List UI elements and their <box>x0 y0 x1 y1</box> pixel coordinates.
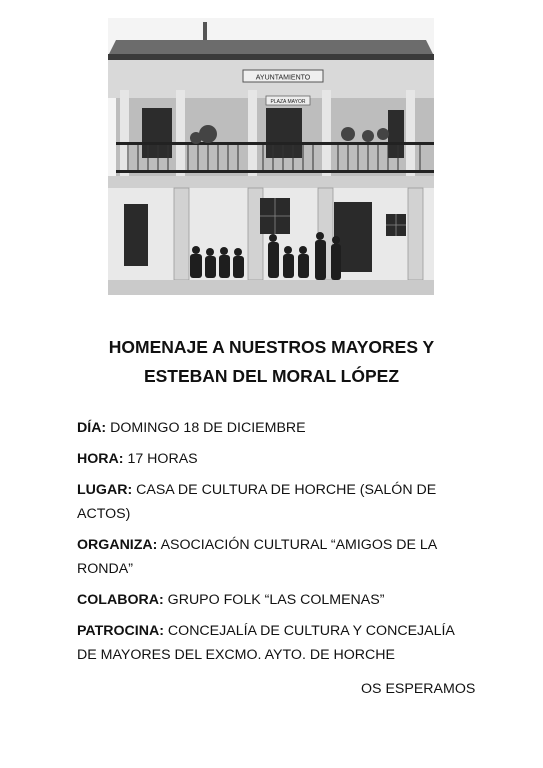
town-hall-photo <box>108 18 434 295</box>
detail-time <box>77 447 477 471</box>
detail-label: LUGAR: <box>77 482 133 498</box>
detail-value: DOMINGO 18 DE DICIEMBRE <box>110 420 306 436</box>
detail-day <box>77 416 477 440</box>
detail-label: ORGANIZA: <box>77 537 158 553</box>
event-title <box>40 333 503 391</box>
detail-place <box>77 478 477 526</box>
detail-value: ASOCIACIÓN CULTURAL “AMIGOS DE LA RONDA” <box>77 537 437 577</box>
photo-sign-balcony: PLAZA MAYOR <box>270 99 306 105</box>
detail-value: 17 HORAS <box>127 451 198 467</box>
detail-label: COLABORA: <box>77 592 164 608</box>
detail-label: PATROCINA: <box>77 623 164 639</box>
detail-collaborator <box>77 588 477 612</box>
detail-sponsor <box>77 619 477 667</box>
detail-value: CONCEJALÍA DE CULTURA Y CONCEJALÍA DE MAYORES DEL EXCMO. AYTO. DE HORCHE <box>77 623 455 663</box>
event-details <box>77 416 477 674</box>
closing-text: OS ESPERAMOS <box>361 681 476 697</box>
detail-label: DÍA: <box>77 420 107 436</box>
detail-value: GRUPO FOLK “LAS COLMENAS” <box>167 592 385 608</box>
detail-value: CASA DE CULTURA DE HORCHE (SALÓN DE ACTOS) <box>77 482 437 522</box>
detail-organizer <box>77 533 477 581</box>
detail-label: HORA: <box>77 451 124 467</box>
title-line-2: ESTEBAN DEL MORAL LÓPEZ <box>143 366 400 386</box>
title-line-1: HOMENAJE A NUESTROS MAYORES Y <box>108 337 435 357</box>
photo-sign-top: AYUNTAMIENTO <box>255 74 311 82</box>
